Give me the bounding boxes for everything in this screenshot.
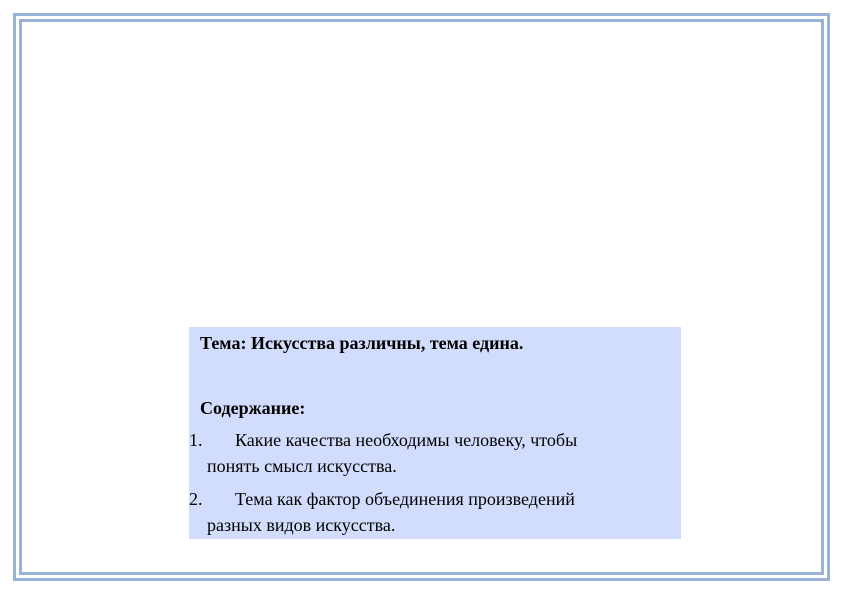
list-item-text-line1: Какие качества необходимы человеку, чтобы bbox=[235, 430, 578, 450]
list-item-number: 1. bbox=[189, 430, 203, 450]
list-item-number: 2. bbox=[189, 489, 203, 509]
content-box bbox=[189, 327, 681, 539]
contents-heading: Содержание: bbox=[200, 398, 306, 418]
list-item bbox=[189, 486, 575, 538]
list-item-text-line1: Тема как фактор объединения произведений bbox=[235, 489, 575, 509]
list-item-text-line2: понять смысл искусства. bbox=[207, 456, 397, 476]
topic-heading: Тема: Искусства различны, тема едина. bbox=[200, 333, 524, 353]
list-item bbox=[189, 427, 577, 479]
list-item-text-line2: разных видов искусства. bbox=[207, 515, 396, 535]
